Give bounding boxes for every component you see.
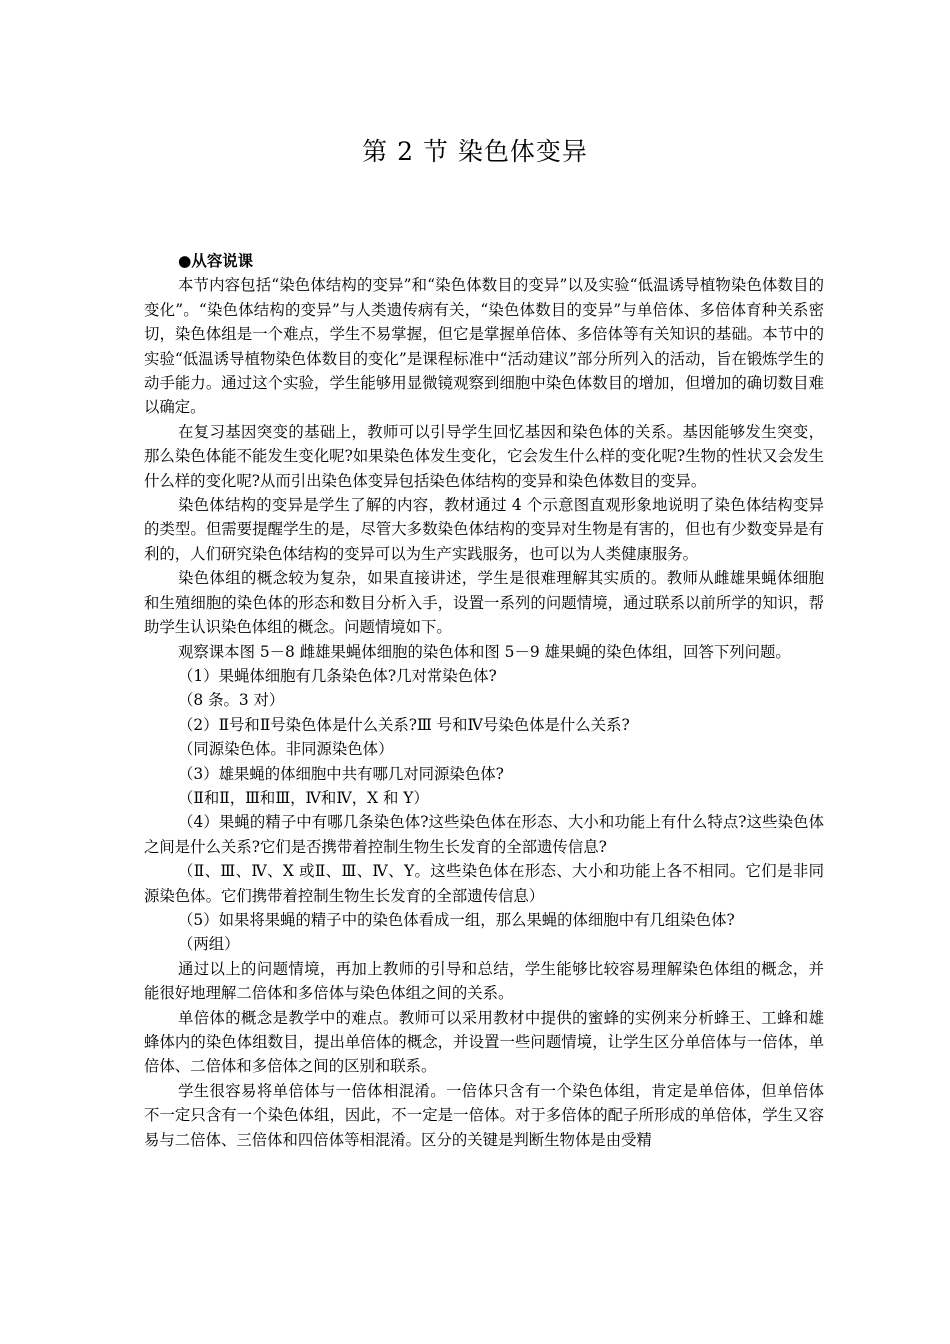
paragraph: 通过以上的问题情境，再加上教师的引导和总结，学生能够比较容易理解染色体组的概念，并能很好地理解二倍体和多倍体与染色体组之间的关系。 (144, 959, 824, 1003)
answer-line: （8 条。3 对） (178, 691, 285, 710)
paragraph: 本节内容包括“染色体结构的变异”和“染色体数目的变异”以及实验“低温诱导植物染色体数目的变化”。“染色体结构的变异”与人类遗传病有关，“染色体数目的变异”与单倍体、多倍体育种关系密切，染色体组是一个难点，学生不易掌握，但它是掌握单倍体、多倍体等有关知识的基础。本节中的实验“低温诱导植物染色体数目的变化”是课程标准中“活动建议”部分所列入的活动，旨在锻炼学生的动手能力。通过这个实验，学生能够用显微镜观察到细胞中染色体数目的增加，但增加的确切数目难以确定。 (144, 276, 824, 417)
answer-line: （两组） (178, 935, 240, 954)
paragraph: 在复习基因突变的基础上，教师可以引导学生回忆基因和染色体的关系。基因能够发生突变，那么染色体能不能发生变化呢?如果染色体发生变化，它会发生什么样的变化呢?生物的性状又会发生什么样的变化呢?从而引出染色体变异包括染色体结构的变异和染色体数目的变异。 (144, 422, 824, 490)
page-title: 第 2 节 染色体变异 (362, 137, 588, 166)
paragraph: 染色体结构的变异是学生了解的内容，教材通过 4 个示意图直观形象地说明了染色体结构变异的类型。但需要提醒学生的是，尽管大多数染色体结构的变异对生物是有害的，但也有少数变异是有利的，人们研究染色体结构的变异可以为生产实践服务，也可以为人类健康服务。 (144, 496, 824, 563)
section-heading: ●从容说课 (178, 252, 253, 270)
answer-line: （同源染色体。非同源染色体） (178, 740, 394, 759)
paragraph: 学生很容易将单倍体与一倍体相混淆。一倍体只含有一个染色体组，肯定是单倍体，但单倍体不一定只含有一个染色体组，因此，不一定是一倍体。对于多倍体的配子所形成的单倍体，学生又容易与二倍体、三倍体和四倍体等相混淆。区分的关键是判断生物体是由受精 (144, 1081, 824, 1149)
question-line: （3）雄果蝇的体细胞中共有哪几对同源染色体? (178, 764, 504, 783)
document-body (144, 249, 824, 1152)
question-line: （2）Ⅱ号和Ⅱ号染色体是什么关系?Ⅲ 号和Ⅳ号染色体是什么关系? (178, 715, 630, 734)
question-line: （1）果蝇体细胞有几条染色体?几对常染色体? (178, 666, 497, 685)
answer-line: （Ⅱ、Ⅲ、Ⅳ、X 或Ⅱ、Ⅲ、Ⅳ、Y。这些染色体在形态、大小和功能上各不相同。它们是非同源染色体。它们携带着控制生物生长发育的全部遗传信息） (144, 862, 824, 905)
question-line: （5）如果将果蝇的精子中的染色体看成一组，那么果蝇的体细胞中有几组染色体? (178, 910, 735, 929)
answer-line: （Ⅱ和Ⅱ，Ⅲ和Ⅲ，Ⅳ和Ⅳ，X 和 Y） (178, 788, 429, 807)
instruction-line: 观察课本图 5－8 雌雄果蝇体细胞的染色体和图 5－9 雄果蝇的染色体组，回答下列问题。 (178, 642, 791, 661)
paragraph: 单倍体的概念是教学中的难点。教师可以采用教材中提供的蜜蜂的实例来分析蜂王、工蜂和雄蜂体内的染色体组数目，提出单倍体的概念，并设置一些问题情境，让学生区分单倍体与一倍体，单倍体、二倍体和多倍体之间的区别和联系。 (144, 1008, 824, 1076)
question-line: （4）果蝇的精子中有哪几条染色体?这些染色体在形态、大小和功能上有什么特点?这些染色体之间是什么关系?它们是否携带着控制生物生长发育的全部遗传信息? (144, 813, 824, 856)
paragraph: 染色体组的概念较为复杂，如果直接讲述，学生是很难理解其实质的。教师从雌雄果蝇体细胞和生殖细胞的染色体的形态和数目分析入手，设置一系列的问题情境，通过联系以前所学的知识，帮助学生认识染色体组的概念。问题情境如下。 (144, 569, 824, 637)
